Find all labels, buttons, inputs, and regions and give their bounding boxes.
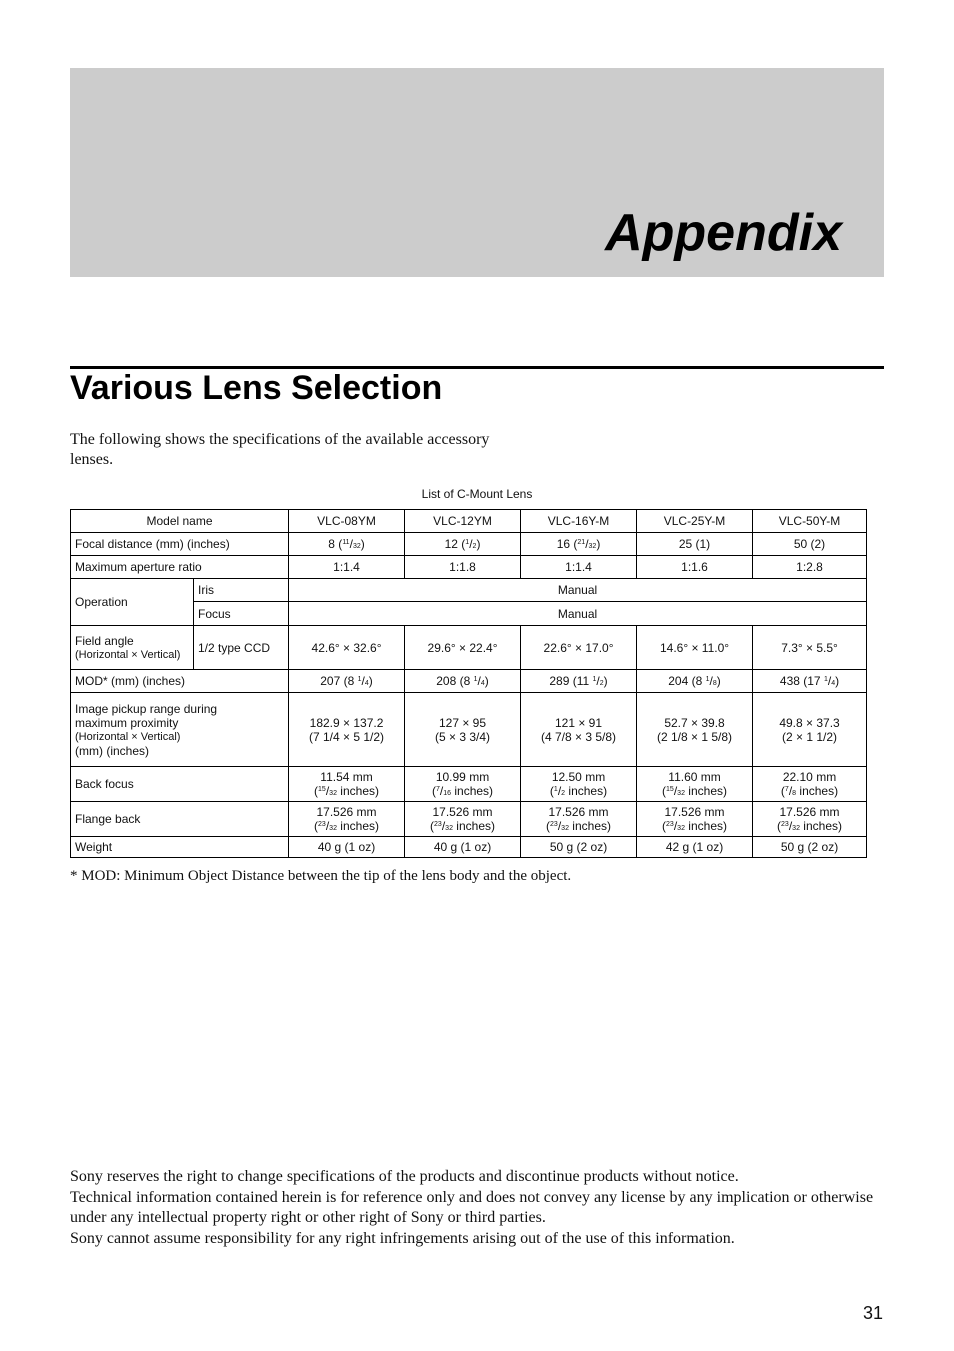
table-row-back-focus	[71, 767, 867, 802]
row-label: Operation	[71, 579, 194, 626]
table-row-flange-back	[71, 802, 867, 837]
mod-cell: 438 (17 $^1$/4)	[753, 670, 867, 693]
back-focus-cell: 11.60 mm ($^{15}$/32 inches)	[637, 767, 753, 802]
focal-cell: 50 (2)	[753, 533, 867, 556]
field-angle-cell: 22.6° × 17.0°	[521, 626, 637, 670]
table-row-aperture	[71, 556, 867, 579]
back-focus-cell: 11.54 mm ($^{15}$/32 inches)	[289, 767, 405, 802]
mod-cell: 208 (8 $^1$/4)	[405, 670, 521, 693]
disclaimer-line: Sony cannot assume responsibility for any right infringements arising out of the use of this information.	[70, 1229, 735, 1247]
row-label: Focal distance (mm) (inches)	[71, 533, 289, 556]
focus-value: Manual	[289, 602, 867, 626]
table-row-mod	[71, 670, 867, 693]
chapter-title: Appendix	[605, 204, 842, 262]
table-caption: List of C-Mount Lens	[421, 487, 533, 501]
table-row-weight	[71, 837, 867, 858]
row-label: Maximum aperture ratio	[71, 556, 289, 579]
pickup-cell: 49.8 × 37.3 (2 × 1 1/2)	[753, 693, 867, 767]
pickup-cell: 121 × 91 (4 7/8 × 3 5/8)	[521, 693, 637, 767]
aperture-cell: 1:2.8	[753, 556, 867, 579]
weight-cell: 50 g (2 oz)	[753, 837, 867, 858]
intro-text: The following shows the specifications of the available accessory lenses.	[70, 431, 490, 468]
flange-back-cell: 17.526 mm ($^{23}$/32 inches)	[521, 802, 637, 837]
flange-back-cell: 17.526 mm ($^{23}$/32 inches)	[753, 802, 867, 837]
focal-cell: 8 ($^{11}$/32)	[289, 533, 405, 556]
field-angle-cell: 14.6° × 11.0°	[637, 626, 753, 670]
aperture-cell: 1:1.6	[637, 556, 753, 579]
row-label: Model name	[71, 510, 289, 533]
model-cell: VLC-16Y-M	[521, 510, 637, 533]
table-row-model	[71, 510, 867, 533]
sub-label: 1/2 type CCD	[194, 626, 289, 670]
disclaimer	[70, 1167, 884, 1249]
row-label: Flange back	[71, 802, 289, 837]
model-cell: VLC-50Y-M	[753, 510, 867, 533]
sub-label: Iris	[194, 579, 289, 602]
weight-cell: 40 g (1 oz)	[405, 837, 521, 858]
sub-label: Focus	[194, 602, 289, 626]
back-focus-cell: 10.99 mm ($^7$/16 inches)	[405, 767, 521, 802]
row-label: Back focus	[71, 767, 289, 802]
weight-cell: 50 g (2 oz)	[521, 837, 637, 858]
disclaimer-line: Sony reserves the right to change specifications of the products and discontinue products without notice.	[70, 1168, 739, 1185]
focal-cell: 16 ($^{21}$/32)	[521, 533, 637, 556]
table-row-pickup	[71, 693, 867, 767]
field-angle-cell: 29.6° × 22.4°	[405, 626, 521, 670]
footnote: * MOD: Minimum Object Distance between the tip of the lens body and the object.	[70, 868, 572, 884]
focal-cell: 12 ($^1$/2)	[405, 533, 521, 556]
table-row-focal	[71, 533, 867, 556]
row-label: MOD* (mm) (inches)	[71, 670, 289, 693]
model-cell: VLC-08YM	[289, 510, 405, 533]
row-label: Field angle (Horizontal × Vertical)	[71, 626, 194, 670]
field-angle-cell: 42.6° × 32.6°	[289, 626, 405, 670]
flange-back-cell: 17.526 mm ($^{23}$/32 inches)	[637, 802, 753, 837]
table-row-iris	[71, 579, 867, 602]
lens-spec-table	[70, 509, 867, 858]
field-angle-cell: 7.3° × 5.5°	[753, 626, 867, 670]
aperture-cell: 1:1.4	[521, 556, 637, 579]
flange-back-cell: 17.526 mm ($^{23}$/32 inches)	[289, 802, 405, 837]
row-label: Weight	[71, 837, 289, 858]
back-focus-cell: 12.50 mm ($^1$/2 inches)	[521, 767, 637, 802]
mod-cell: 204 (8 $^1$/8)	[637, 670, 753, 693]
chapter-banner	[70, 68, 884, 277]
model-cell: VLC-12YM	[405, 510, 521, 533]
table-row-field-angle	[71, 626, 867, 670]
flange-back-cell: 17.526 mm ($^{23}$/32 inches)	[405, 802, 521, 837]
row-label: Image pickup range during maximum proximity (Horizontal × Vertical) (mm) (inches)	[71, 693, 289, 767]
mod-cell: 207 (8 $^1$/4)	[289, 670, 405, 693]
page-number: 31	[862, 1303, 883, 1323]
mod-cell: 289 (11 $^1$/2)	[521, 670, 637, 693]
back-focus-cell: 22.10 mm ($^7$/8 inches)	[753, 767, 867, 802]
disclaimer-line: Technical information contained herein is for reference only and does not convey any license by any implication or otherwise under any intellectual property right or other right of Sony or third parties.	[70, 1188, 874, 1226]
focal-cell: 25 (1)	[637, 533, 753, 556]
aperture-cell: 1:1.4	[289, 556, 405, 579]
iris-value: Manual	[289, 579, 867, 602]
weight-cell: 42 g (1 oz)	[637, 837, 753, 858]
pickup-cell: 182.9 × 137.2 (7 1/4 × 5 1/2)	[289, 693, 405, 767]
pickup-cell: 127 × 95 (5 × 3 3/4)	[405, 693, 521, 767]
pickup-cell: 52.7 × 39.8 (2 1/8 × 1 5/8)	[637, 693, 753, 767]
model-cell: VLC-25Y-M	[637, 510, 753, 533]
aperture-cell: 1:1.8	[405, 556, 521, 579]
weight-cell: 40 g (1 oz)	[289, 837, 405, 858]
section-title: Various Lens Selection	[70, 369, 443, 407]
